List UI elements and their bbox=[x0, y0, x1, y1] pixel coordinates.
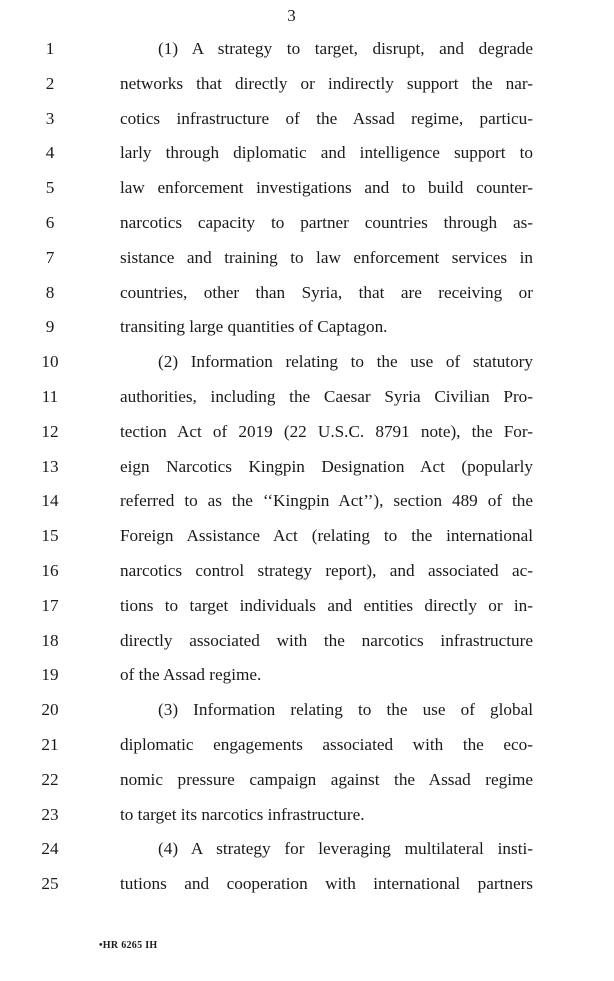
line-number: 9 bbox=[45, 317, 55, 337]
line-number: 25 bbox=[41, 874, 59, 894]
line-text: of the Assad regime. bbox=[120, 665, 262, 685]
numbered-line bbox=[0, 870, 614, 905]
numbered-line bbox=[0, 209, 614, 244]
line-text: eign Narcotics Kingpin Designation Act (popularly bbox=[120, 456, 533, 476]
line-number: 23 bbox=[41, 804, 59, 824]
line-number: 22 bbox=[41, 769, 59, 789]
numbered-line bbox=[0, 105, 614, 140]
numbered-line bbox=[0, 174, 614, 209]
line-text: (2) Information relating to the use of statutory bbox=[158, 352, 533, 372]
numbered-line bbox=[0, 731, 614, 766]
bill-text-body bbox=[0, 35, 614, 905]
numbered-line bbox=[0, 244, 614, 279]
numbered-line bbox=[0, 801, 614, 836]
line-text: nomic pressure campaign against the Assad regime bbox=[120, 769, 533, 789]
line-number: 2 bbox=[45, 73, 55, 93]
line-text: transiting large quantities of Captagon. bbox=[120, 317, 388, 337]
line-text: law enforcement investigations and to build counter- bbox=[120, 178, 533, 198]
line-text: diplomatic engagements associated with the eco- bbox=[120, 734, 533, 754]
line-number: 8 bbox=[45, 282, 55, 302]
line-text: narcotics control strategy report), and associated ac- bbox=[120, 560, 533, 580]
line-number: 17 bbox=[41, 595, 59, 615]
numbered-line bbox=[0, 592, 614, 627]
numbered-line bbox=[0, 661, 614, 696]
line-text: sistance and training to law enforcement services in bbox=[120, 247, 533, 267]
line-text: (1) A strategy to target, disrupt, and degrade bbox=[158, 39, 533, 58]
numbered-line bbox=[0, 522, 614, 557]
numbered-line bbox=[0, 383, 614, 418]
page-number: 3 bbox=[287, 6, 296, 25]
line-number: 10 bbox=[41, 352, 59, 372]
numbered-line bbox=[0, 487, 614, 522]
numbered-line bbox=[0, 835, 614, 870]
numbered-line bbox=[0, 696, 614, 731]
line-number: 24 bbox=[41, 839, 59, 859]
line-text: narcotics capacity to partner countries through as- bbox=[120, 212, 533, 232]
line-text: authorities, including the Caesar Syria Civilian Pro- bbox=[120, 386, 533, 406]
numbered-line bbox=[0, 35, 614, 70]
line-number: 4 bbox=[45, 143, 55, 163]
numbered-line bbox=[0, 418, 614, 453]
line-number: 11 bbox=[41, 386, 59, 406]
numbered-line bbox=[0, 70, 614, 105]
numbered-line bbox=[0, 139, 614, 174]
line-number: 3 bbox=[45, 108, 55, 128]
line-text: to target its narcotics infrastructure. bbox=[120, 804, 365, 824]
bill-identifier-footer: •HR 6265 IH bbox=[99, 940, 158, 951]
line-text: networks that directly or indirectly support the nar- bbox=[120, 73, 533, 93]
numbered-line bbox=[0, 313, 614, 348]
line-number: 6 bbox=[45, 212, 55, 232]
line-number: 18 bbox=[41, 630, 59, 650]
line-number: 1 bbox=[45, 39, 55, 58]
line-text: (4) A strategy for leveraging multilateral insti- bbox=[158, 839, 533, 859]
line-number: 21 bbox=[41, 734, 59, 754]
line-text: larly through diplomatic and intelligence support to bbox=[120, 143, 533, 163]
numbered-line bbox=[0, 766, 614, 801]
line-number: 7 bbox=[45, 247, 55, 267]
line-number: 20 bbox=[41, 700, 59, 720]
line-number: 5 bbox=[45, 178, 55, 198]
line-text: referred to as the ‘‘Kingpin Act’’), section 489 of the bbox=[120, 491, 533, 511]
line-text: (3) Information relating to the use of global bbox=[158, 700, 533, 720]
numbered-line bbox=[0, 279, 614, 314]
line-text: Foreign Assistance Act (relating to the international bbox=[120, 526, 533, 546]
line-text: tection Act of 2019 (22 U.S.C. 8791 note), the For- bbox=[120, 421, 533, 441]
line-number: 16 bbox=[41, 560, 59, 580]
line-text: tutions and cooperation with international partners bbox=[120, 874, 533, 894]
line-number: 15 bbox=[41, 526, 59, 546]
numbered-line bbox=[0, 453, 614, 488]
line-number: 12 bbox=[41, 421, 59, 441]
numbered-line bbox=[0, 348, 614, 383]
line-number: 19 bbox=[41, 665, 59, 685]
line-number: 14 bbox=[41, 491, 59, 511]
line-text: tions to target individuals and entities directly or in- bbox=[120, 595, 533, 615]
line-text: directly associated with the narcotics infrastructure bbox=[120, 630, 533, 650]
line-text: countries, other than Syria, that are receiving or bbox=[120, 282, 533, 302]
numbered-line bbox=[0, 627, 614, 662]
line-text: cotics infrastructure of the Assad regime, particu- bbox=[120, 108, 533, 128]
line-number: 13 bbox=[41, 456, 59, 476]
numbered-line bbox=[0, 557, 614, 592]
